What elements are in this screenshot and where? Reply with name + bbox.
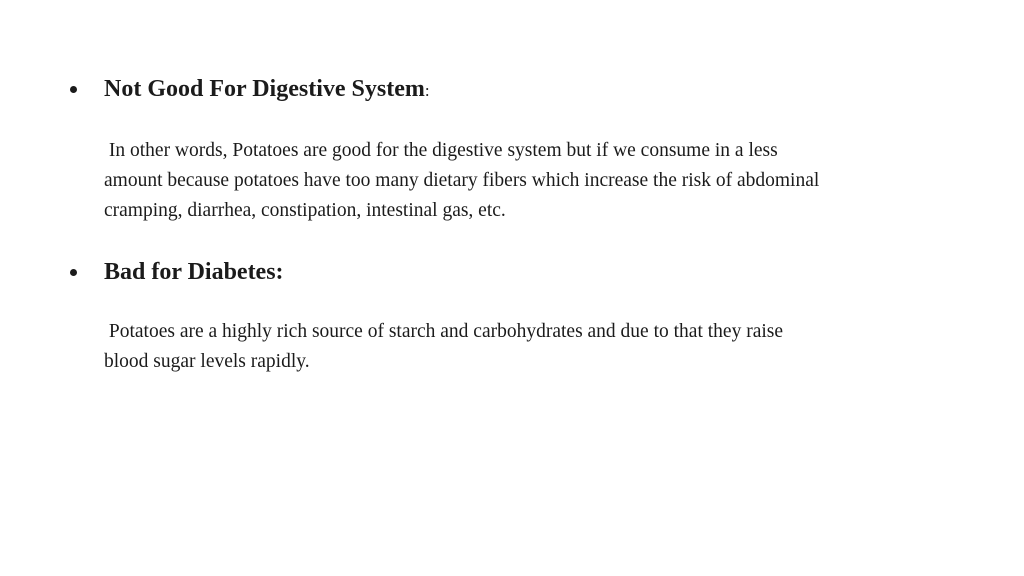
heading-colon: :: [424, 81, 430, 100]
body-line: Potatoes are a highly rich source of starch and carbohydrates and due to that they raise: [104, 321, 784, 342]
bullet-item: [0, 72, 1024, 106]
body-line: amount because potatoes have too many dietary fibers which increase the risk of abdominal: [104, 170, 820, 191]
bullet-item: [0, 255, 1024, 289]
bullet-dot-icon: [70, 86, 77, 93]
section-body: [104, 317, 904, 377]
bullet-dot-icon: [70, 269, 77, 276]
section-diabetes: [0, 255, 1024, 372]
section-digestive-system: [0, 72, 1024, 221]
body-line: cramping, diarrhea, constipation, intestinal gas, etc.: [104, 200, 506, 221]
body-line: In other words, Potatoes are good for the digestive system but if we consume in a less: [104, 140, 778, 161]
section-heading: Bad for Diabetes:: [104, 259, 284, 285]
section-body: [104, 136, 904, 226]
body-line: blood sugar levels rapidly.: [104, 351, 310, 372]
section-heading-text: Not Good For Digestive System: [104, 76, 425, 102]
section-heading: [104, 74, 430, 106]
